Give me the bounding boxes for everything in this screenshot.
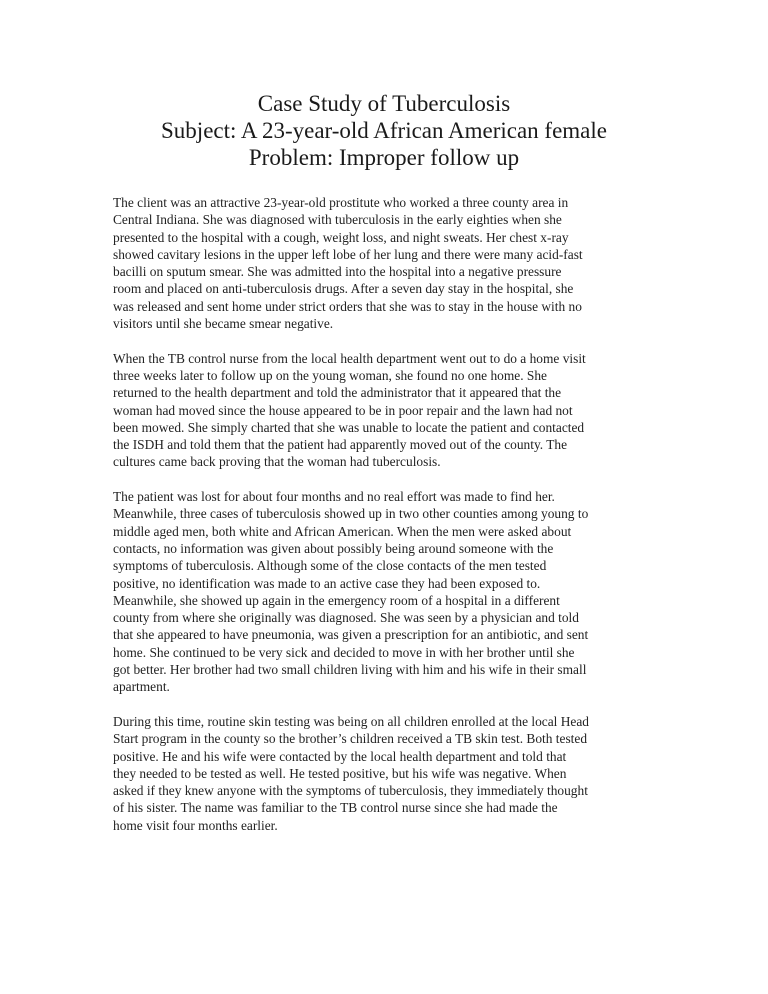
paragraph-line: Meanwhile, she showed up again in the emergency room of a hospital in a different bbox=[113, 592, 560, 608]
paragraph-line: presented to the hospital with a cough, weight loss, and night sweats. Her chest x-ray bbox=[113, 229, 569, 245]
document-body bbox=[113, 194, 678, 851]
paragraph bbox=[113, 350, 678, 471]
paragraph-line: home visit four months earlier. bbox=[113, 817, 278, 833]
paragraph-line: Meanwhile, three cases of tuberculosis showed up in two other counties among young to bbox=[113, 506, 589, 522]
paragraph-line: The client was an attractive 23-year-old prostitute who worked a three county area in bbox=[113, 195, 569, 210]
paragraph-line: middle aged men, both white and African American. When the men were asked about bbox=[113, 523, 572, 539]
paragraph-line: they needed to be tested as well. He tested positive, but his wife was negative. When bbox=[113, 765, 567, 781]
paragraph-line: been mowed. She simply charted that she was unable to locate the patient and contacted bbox=[113, 419, 585, 435]
paragraph-line: showed cavitary lesions in the upper left lobe of her lung and there were many acid-fast bbox=[113, 246, 583, 262]
paragraph-line: of his sister. The name was familiar to the TB control nurse since she had made the bbox=[113, 800, 558, 816]
paragraph-line: home. She continued to be very sick and decided to move in with her brother until she bbox=[113, 644, 575, 660]
paragraph-line: During this time, routine skin testing was being on all children enrolled at the local Head bbox=[113, 713, 589, 729]
paragraph bbox=[113, 194, 678, 332]
paragraph-line: county from where she originally was diagnosed. She was seen by a physician and told bbox=[113, 610, 579, 626]
paragraph-line: apartment. bbox=[113, 679, 170, 695]
paragraph-line: The patient was lost for about four months and no real effort was made to find her. bbox=[113, 489, 555, 505]
paragraph-line: asked if they knew anyone with the symptoms of tuberculosis, they immediately thought bbox=[113, 783, 588, 799]
paragraph-line: was released and sent home under strict orders that she was to stay in the house with no bbox=[113, 298, 582, 314]
paragraph-line: three weeks later to follow up on the young woman, she found no one home. She bbox=[113, 367, 547, 383]
problem-line: Problem: Improper follow up bbox=[248, 145, 520, 170]
paragraph-line: that she appeared to have pneumonia, was given a prescription for an antibiotic, and sent bbox=[113, 627, 589, 643]
paragraph-line: returned to the health department and told the administrator that it appeared that the bbox=[113, 385, 562, 401]
paragraph-line: positive, no identification was made to an active case they had been exposed to. bbox=[113, 575, 541, 591]
paragraph-line: bacilli on sputum smear. She was admitted into the hospital into a negative pressure bbox=[113, 264, 562, 280]
paragraph-line: visitors until she became smear negative. bbox=[113, 316, 334, 332]
paragraph-line: got better. Her brother had two small children living with him and his wife in their small bbox=[113, 662, 587, 678]
paragraph-line: contacts, no information was given about possibly being around someone with the bbox=[113, 540, 554, 556]
paragraph-line: When the TB control nurse from the local health department went out to do a home visit bbox=[113, 350, 586, 366]
paragraph-line: Start program in the county so the brother’s children received a TB skin test. Both tested bbox=[113, 731, 588, 747]
title-line: Case Study of Tuberculosis bbox=[257, 91, 511, 116]
paragraph bbox=[113, 713, 678, 834]
document-title bbox=[0, 90, 768, 171]
paragraph-line: symptoms of tuberculosis. Although some of the close contacts of the men tested bbox=[113, 558, 547, 574]
paragraph bbox=[113, 488, 678, 696]
paragraph-line: woman had moved since the house appeared to be in poor repair and the lawn had not bbox=[113, 402, 573, 418]
paragraph-line: positive. He and his wife were contacted by the local health department and told that bbox=[113, 748, 567, 764]
subject-line: Subject: A 23-year-old African American female bbox=[161, 118, 607, 143]
paragraph-line: cultures came back proving that the woman had tuberculosis. bbox=[113, 454, 441, 470]
paragraph-line: the ISDH and told them that the patient had apparently moved out of the county. The bbox=[113, 437, 568, 453]
paragraph-line: Central Indiana. She was diagnosed with tuberculosis in the early eighties when she bbox=[113, 212, 562, 228]
paragraph-line: room and placed on anti-tuberculosis drugs. After a seven day stay in the hospital, she bbox=[113, 281, 574, 297]
